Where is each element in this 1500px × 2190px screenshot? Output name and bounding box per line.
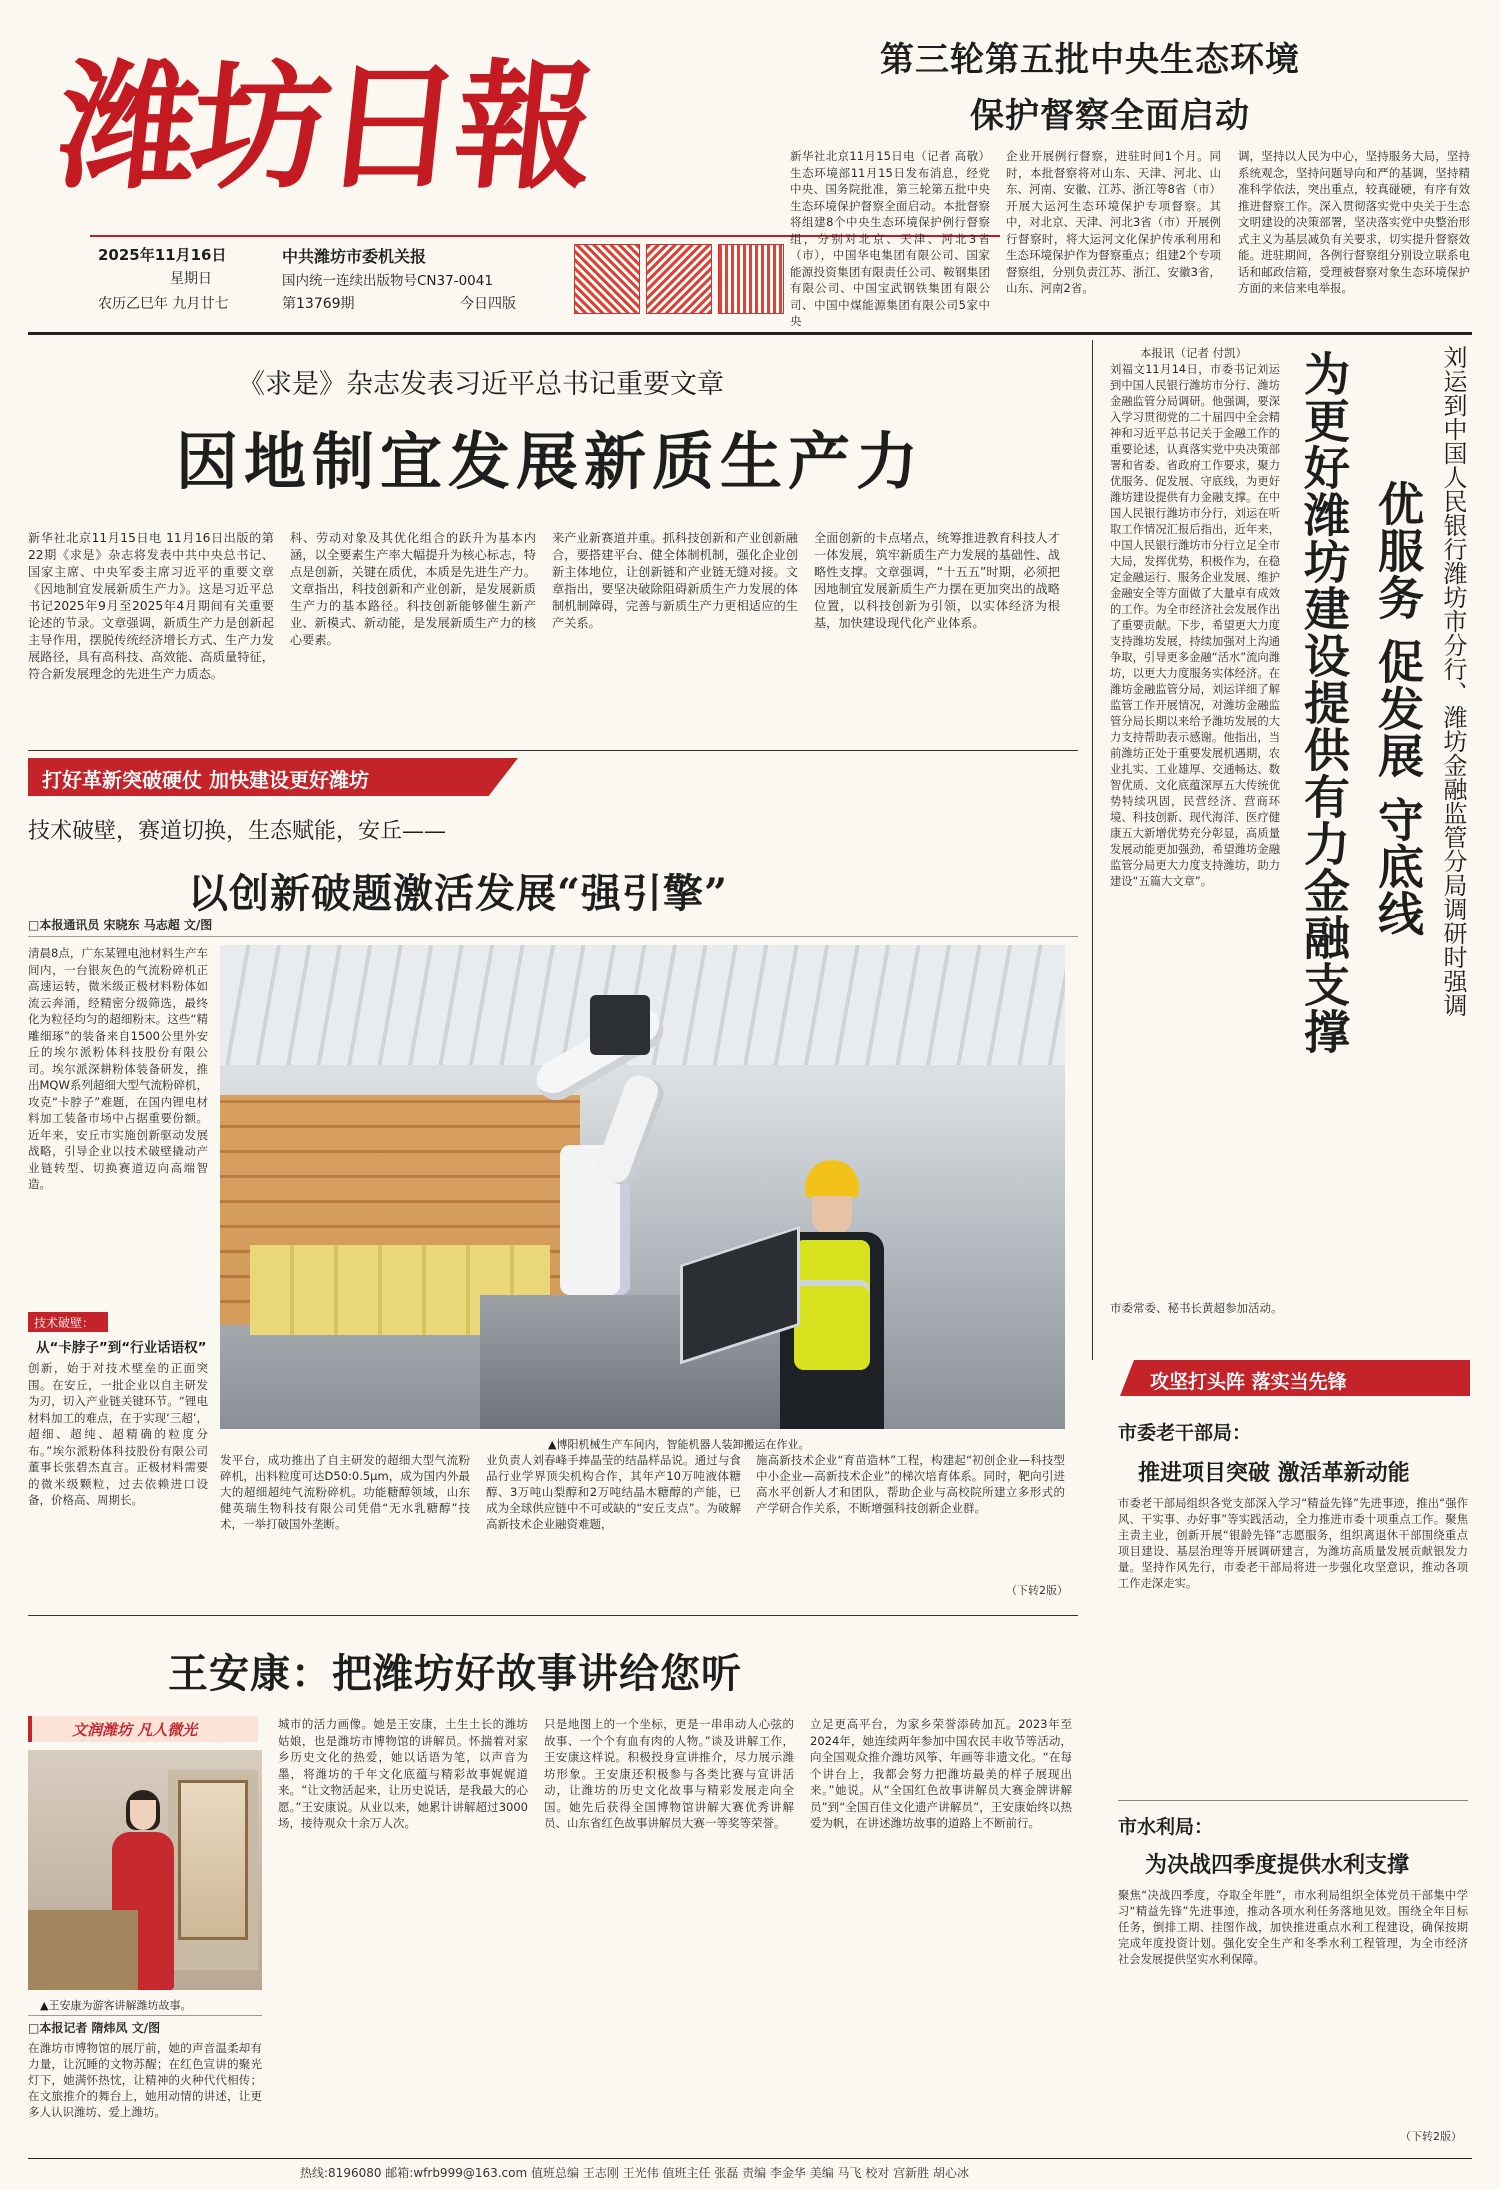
top-story-col-2: 企业开展例行督察，进驻时间1个月。同时，本批督察将对山东、天津、河北、山东、河南、安徽、江苏、浙江等8省（市）开展大运河生态环境保护专项督察。其中，对北京、天津、河北3省（市）开展例行督察时，将大运河文化保护传承利用和生态环境保护作为督察重点；组建2个专项督察组，分别负责江苏、浙江、安徽3省，山东、河南2省。: [1006, 149, 1221, 295]
s2-text: 聚焦“决战四季度，夺取全年胜”，市水利局组织全体党员干部集中学习“精益先锋”先进事迹，推动各项水利任务落地见效。围绕全年目标任务，倒排工期、挂图作战，加快推进重点水利工程建设，确保按期完成年度投资计划。强化安全生产和冬季水利工程管理，为全市经济社会发展提供坚实水利保障。: [1118, 1889, 1468, 1966]
s2-title: 为决战四季度提供水利支撑: [1145, 1852, 1410, 1878]
wang-story: [28, 1620, 1090, 2150]
top-story-col-1: 新华社北京11月15日电（记者 高敬）生态环境部11月15日发布消息，经党中央、国务院批准，第三轮第五批中央生态环境保护督察全面启动。本批督察将组建8个中央生态环境保护例行督察组，分别对北京、天津、河北3省（市），中国华电集团有限公司、国家能源投资集团有限责任公司、鞍钢集团有限公司、中国宝武钢铁集团有限公司、中国中煤能源集团有限公司5家中央: [790, 149, 990, 328]
wang-byline: □本报记者 隋炜凤 文/图: [28, 2021, 161, 2035]
feature-article: [28, 752, 1078, 1612]
s1-text: 市委老干部局组织各党支部深入学习“精益先锋”先进事迹，推出“强作风、干实事、办好事”等实践活动，全力推进市委十项重点工作。聚焦主责主业，创新开展“银龄先锋”志愿服务，组织离退休干部围绕重点项目建设、基层治理等开展调研建言，为潍坊高质量发展贡献银发力量。坚持作风先行，市委老干部局将进一步强化攻坚意识，推动各项工作走深走实。: [1118, 1497, 1468, 1590]
top-story-col-3: 调，坚持以人民为中心，坚持服务大局，坚持系统观念，坚持问题导向和严的基调，坚持精准科学依法，突出重点，较真碰硬，有序有效推进督察工作。深入贯彻落实党中央关于生态文明建设的决策部署，坚决落实党中央整治形式主义为基层减负有关要求，切实提升督察效能。进驻期间，各例行督察组分别设立联系电话和邮政信箱，受理被督察对象生态环境保护方面的来信来电举报。: [1238, 149, 1470, 295]
feature-subhead-label-text: 技术破壁：: [34, 1316, 95, 1330]
page-count: 今日四版: [460, 296, 516, 312]
feature-jump: （下转2版）: [1006, 1584, 1068, 1597]
qiushi-col-1: 新华社北京11月15日电 11月16日出版的第22期《求是》杂志将发表中共中央总书记、国家主席、中央军委主席习近平的重要文章《因地制宜发展新质生产力》。这是习近平总书记2025年9月至2025年4月期间有关重要论述的节录。文章强调，新质生产力是创新起主导作用，摆脱传统经济增长方式、生产力发展路径，具有高科技、高效能、高质量特征，符合新发展理念的先进生产力质态。: [28, 531, 274, 681]
s1-title: 推进项目突破 激活革新动能: [1138, 1460, 1410, 1486]
liu-subtitle: 刘运到中国人民银行潍坊市分行、潍坊金融监管分局调研时强调: [1439, 345, 1467, 1017]
qiushi-article: [28, 340, 1078, 760]
factory-robot-photo: [220, 945, 1065, 1429]
wang-col-3: 只是地图上的一个坐标，更是一串串动人心弦的故事、一个个有血有肉的人物。”谈及讲解工作，王安康这样说。积极投身宣讲推介，尽力展示潍坊形象。王安康还积极参与各类比赛与宣讲活动，让潍坊的历史文化故事与精彩发展走向全国。她先后获得全国博物馆讲解大赛优秀讲解员、山东省红色故事讲解员大赛一等奖等荣誉。: [544, 1717, 794, 1830]
liu-text: 刘福文11月14日，市委书记刘运到中国人民银行潍坊市分行、潍坊金融监管分局调研。他强调，要深入学习贯彻党的二十届四中全会精神和习近平总书记关于金融工作的重要论述，认真落实党中央决策部署和省委、省政府工作要求，聚力优服务、促发展、守底线，为更好潍坊建设提供有力金融支撑。在中国人民银行潍坊市分行，刘运在听取工作情况汇报后指出，近年来，中国人民银行潍坊市分行立足全市大局，发挥优势，积极作为，在稳定金融运行、服务企业发展、维护金融安全等方面做了大量卓有成效的工作。为全市经济社会发展作出了重要贡献。下步，希望更大力度支持潍坊发展，持续加强对上沟通争取，引导更多金融“活水”流向潍坊，以更大力度服务实体经济。在潍坊金融监管分局，刘运详细了解监管工作开展情况，对潍坊金融监管分局长期以来给予潍坊发展的大力支持帮助表示感谢。他指出，当前潍坊正处于重要发展机遇期，农业扎实、工业雄厚、交通畅达、数智优质、文化底蕴深厚五大传统优势特续巩固，民营经济、营商环境、科技创新、现代海洋、医疗健康五大新增优势充分彰显，高质量发展动能更加强劲，希望潍坊金融监管分局更大力度支持潍坊，助力建设“五篇大文章”。: [1110, 363, 1280, 888]
newspaper-logo: 潍坊日報: [51, 45, 597, 208]
s2-kicker: 市水利局：: [1118, 1816, 1214, 1838]
robot-arm: [520, 995, 670, 1295]
qiushi-col-4: 全面创新的卡点堵点，统筹推进教育科技人才一体发展，筑牢新质生产力发展的基础性、战略性支撑。文章强调，“十五五”时期，必须把因地制宜发展新质生产力摆在更加突出的战略位置，以科技创新为引领，以实体经济为根基，加快建设现代化产业体系。: [814, 531, 1060, 630]
wang-col-1: 在潍坊市博物馆的展厅前，她的声音温柔却有力量，让沉睡的文物苏醒；在红色宣讲的聚光灯下，她满怀热忱，让精神的火种代代相传；在文旅推介的舞台上，她用动情的讲述，让更多人认识潍坊、爱上潍坊。: [28, 2041, 262, 2119]
feature-bottom-1: 发平台，成功推出了自主研发的超细大型气流粉碎机，出料粒度可达D50:0.5μm，成为国内外最大的超细超纯气流粉碎机。功能糖醇领域，山东健英瑞生物科技有限公司凭借“无水乳糖醇”技术，一举打破国外垄断。: [220, 1453, 470, 1531]
qr-code-3: [718, 244, 784, 314]
issue-date: 2025年11月16日: [98, 246, 227, 264]
qr-code-1: [574, 244, 640, 314]
feature-bottom-3: 施高新技术企业“育苗造林”工程，构建起“初创企业—科技型中小企业—高新技术企业”的梯次培育体系。同时，靶向引进高水平创新人才和团队，帮助企业与高校院所建立多形式的产学研合作关系，不断增强科技创新企业群。: [756, 1453, 1065, 1515]
cn-number: 国内统一连续出版物号CN37-0041: [282, 273, 493, 289]
liu-tail: 市委常委、秘书长黄超参加活动。: [1110, 1301, 1283, 1315]
issue-weekday: 星期日: [170, 271, 212, 287]
qiushi-col-2: 科、劳动对象及其优化组合的跃升为基本内涵，以全要素生产率大幅提升为核心标志，特点是创新，关键在质优，本质是先进生产力。文章指出，科技创新和产业创新，是发展新质生产力的基本路径。科技创新能够催生新产业、新模式、新动能，是发展新质生产力的核心要素。: [290, 531, 536, 647]
liu-title-b: 为更好潍坊建设提供有力金融支撑: [1297, 350, 1351, 1055]
wang-caption: ▲王安康为游客讲解潍坊故事。: [40, 1999, 192, 2012]
publisher: 中共潍坊市委机关报: [282, 247, 427, 266]
issue-number: 第13769期: [282, 296, 355, 312]
wang-tag: 文润潍坊 凡人微光: [72, 1721, 198, 1739]
issue-lunar: 农历乙巳年 九月廿七: [98, 296, 229, 312]
side-campaign: [1100, 1360, 1472, 2150]
s2-jump: （下转2版）: [1400, 2130, 1462, 2143]
wang-col-2: 城市的活力画像。她是王安康，土生土长的潍坊姑娘，也是潍坊市博物馆的讲解员。怀揣着对家乡历史文化的热爱，她以话语为笔，以声音为墨，将潍坊的千年文化底蕴与精彩故事娓娓道来。“让文物活起来，让历史说话，是我最大的心愿。”王安康说。从业以来，她累计讲解超过3000场，接待观众十余万人次。: [278, 1717, 528, 1830]
photo-caption: ▲博阳机械生产车间内，智能机器人装卸搬运在作业。: [548, 1438, 810, 1451]
top-story-title-1: 第三轮第五批中央生态环境: [880, 40, 1300, 80]
top-story-title-2: 保护督察全面启动: [970, 96, 1250, 136]
feature-banner-text: 打好革新突破硬仗 加快建设更好潍坊: [42, 768, 369, 792]
campaign-banner: 攻坚打头阵 落实当先锋: [1150, 1371, 1347, 1393]
qiushi-col-3: 来产业新赛道并重。抓科技创新和产业创新融合，要搭建平台、健全体制机制，强化企业创新主体地位，让创新链和产业链无缝对接。文章指出，要坚决破除阻碍新质生产力发展的体制机制障碍，完善与新质生产力更相适应的生产关系。: [552, 531, 798, 630]
feature-col-text-2: 创新，始于对技术壁垒的正面突围。在安丘，一批企业以自主研发为刃，切入产业链关键环节。“锂电材料加工的难点，在于实现‘三超’，超细、超纯、超精确的粒度分布。”埃尔派粉体科技股份有限公司董事长张碧杰直言。正极材料需要的微米级颗粒，过去依赖进口设备，价格高、周期长。: [28, 1361, 208, 1507]
wang-photo: [28, 1750, 262, 1990]
feature-title: 以创新破题激活发展“强引擎”: [188, 870, 729, 917]
feature-bottom-2: 业负责人刘春峰手捧晶莹的结晶样品说。通过与食品行业学界顶尖机构合作，其年产10万吨液体糖醇、3万吨山梨醇和2万吨结晶木糖醇的产能，已成为全球供应链中不可或缺的“安丘支点”。为破解高新技术企业融资难题，: [486, 1453, 741, 1531]
feature-subhead: 从“卡脖子”到“行业话语权”: [36, 1340, 207, 1356]
feature-byline: □本报通讯员 宋晓东 马志超 文/图: [28, 918, 213, 932]
liu-title-a: 优服务 促发展 守底线: [1371, 480, 1425, 938]
wang-title: 王安康：把潍坊好故事讲给您听: [168, 1650, 742, 1697]
wang-col-4: 立足更高平台，为家乡荣誉添砖加瓦。2023年至2024年，她连续两年参加中国农民丰收节等活动，向全国观众推介潍坊风筝、年画等非遗文化。“在每个讲台上，我都会努力把潍坊最美的样子展现出来。”她说。从“全国红色故事讲解员大赛金牌讲解员”到“全国百佳文化遗产讲解员”，王安康始终以热爱为帆，在讲述潍坊故事的道路上不断前行。: [810, 1717, 1072, 1830]
top-story: [790, 30, 1470, 330]
feature-kicker: 技术破壁，赛道切换，生态赋能，安丘——: [28, 819, 447, 844]
qiushi-title: 因地制宜发展新质生产力: [176, 425, 925, 498]
liu-story: [1100, 340, 1472, 1340]
feature-col-text: 清晨8点，广东某锂电池材料生产车间内，一台银灰色的气流粉碎机正高速运转，微米级正极材料粉体如流云奔涌，经精密分级筛选，最终化为粒径均匀的超细粉末。这些“精雕细琢”的装备来自1500公里外安丘的埃尔派粉体科技股份有限公司。埃尔派深耕粉体装备研发，推出MQW系列超细大型气流粉碎机，攻克“卡脖子”难题，在国内锂电材料加工装备市场中占据重要份额。近年来，安丘市实施创新驱动发展战略，引导企业以技术破壁撬动产业链转型、切换赛道迈向高端智造。: [28, 946, 208, 1191]
qr-code-2: [646, 244, 712, 314]
liu-byline: 本报讯（记者 付凯）: [1140, 346, 1248, 360]
s1-kicker: 市委老干部局：: [1118, 1422, 1252, 1444]
footer-credits: 热线:8196080 邮箱:wfrb999@163.com 值班总编 王志刚 王光伟 值班主任 张磊 责编 李金华 美编 马飞 校对 宫新胜 胡心冰: [300, 2166, 969, 2180]
qiushi-kicker: 《求是》杂志发表习近平总书记重要文章: [238, 369, 724, 400]
